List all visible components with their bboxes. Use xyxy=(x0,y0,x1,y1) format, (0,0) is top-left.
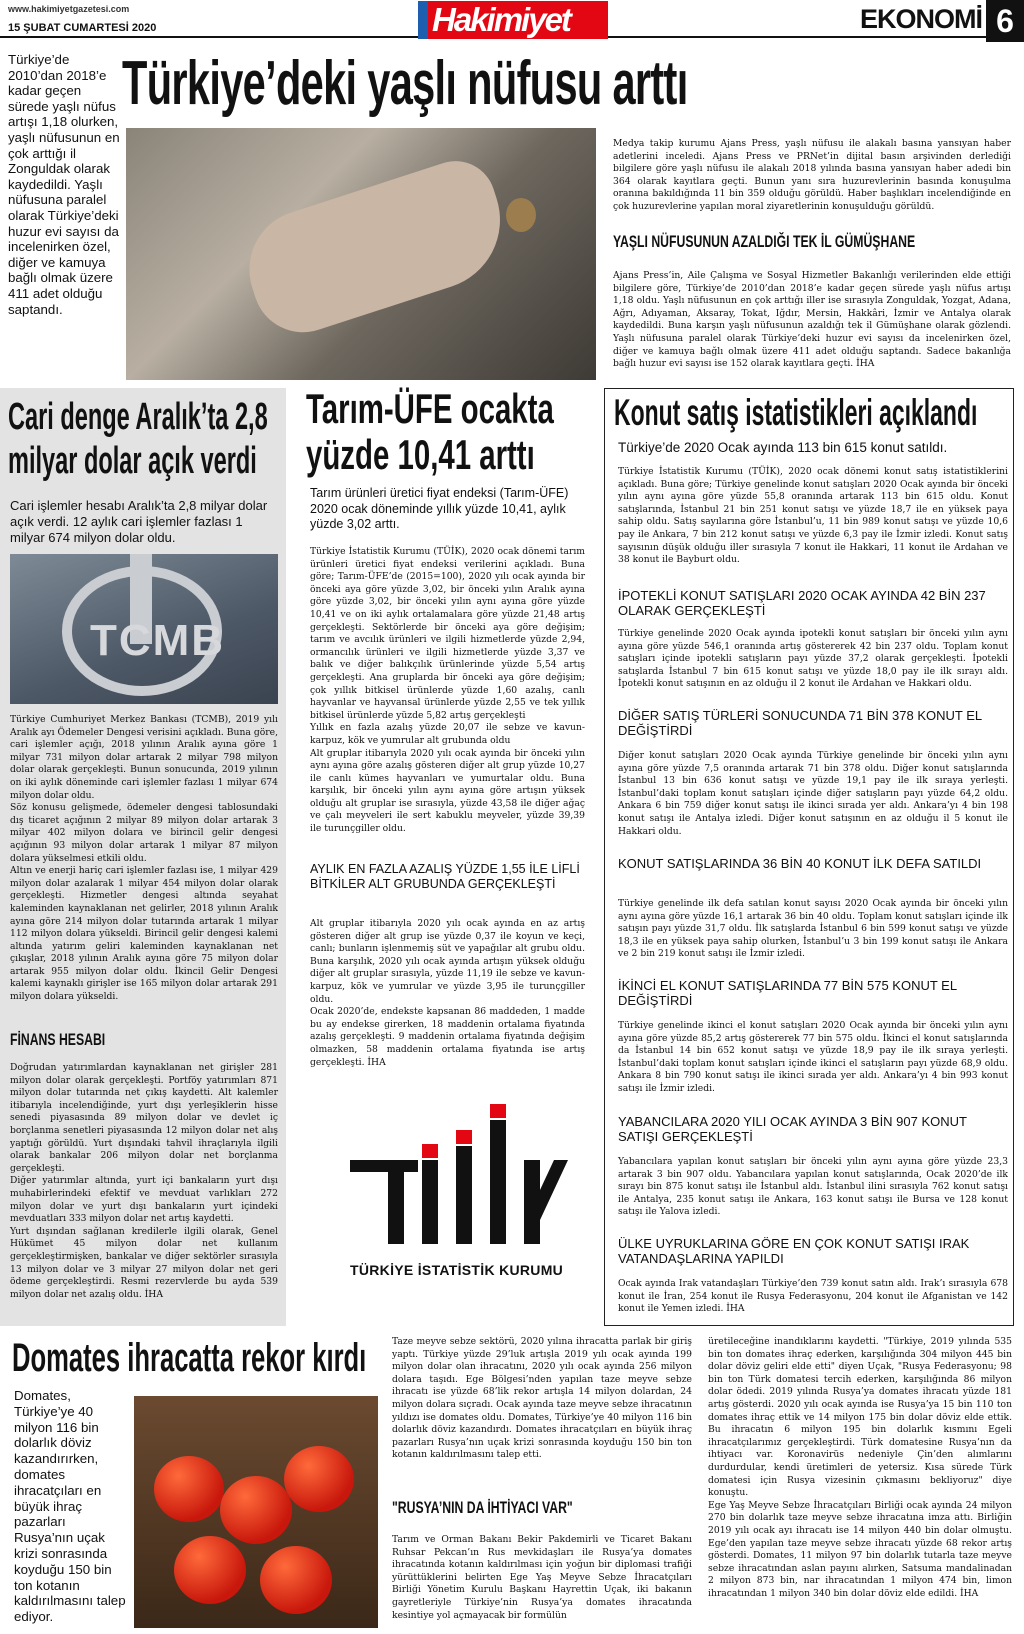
tomato3-icon xyxy=(284,1446,354,1512)
story4-p1: Türkiye İstatistik Kurumu (TÜİK), 2020 ocak dönemi konut satış istatistiklerini açıkladı. Buna göre; Türkiye genelinde konut satışları 2020 Ocak ayında bir önceki yılın aynı ayına göre yüzde 55,8 oranında artarak 113 bin 615 oldu. Konut satışlarında, İstanbul 21 bin 251 konut satışı ve yüzde 18,7 ile en yüksek paya sahip oldu. Satış sayılarına göre İstanbul’u, 11 bin 989 konut satışı ve yüzde 10,6 pay ile Ankara, 7 bin 212 konut satışı ve yüzde 6,3 pay ile İzmir izledi. Konut satış sayısının düşük olduğu iller sırasıyla 7 konut ile Hakkari, 11 konut ile Ardahan ve 38 konut ile Bayburt oldu. xyxy=(618,466,1008,566)
story2-title-line2: milyar dolar açık verdi xyxy=(8,440,257,482)
logo-bar-icon xyxy=(418,1,428,39)
tomato2-icon xyxy=(220,1476,292,1544)
story2-lead: Cari işlemler hesabı Aralık’ta 2,8 milyar dolar açık verdi. 12 aylık cari işlemler fazlası 1 milyar 674 milyon dolar oldu. xyxy=(10,498,268,545)
story4-h2: İPOTEKLİ KONUT SATIŞLARI 2020 OCAK AYINDA 42 BİN 237 OLARAK GERÇEKLEŞTİ xyxy=(618,588,986,618)
story4-p6: Yabancılara yapılan konut satışları bir önceki yılın aynı ayına göre yüzde 23,3 artarak 3 bin 907 oldu. Yabancılara yapılan konut satışlarında, Ocak 2020’de ilk sırayı bin 875 konut satışı ile İstanbul aldı. İstanbul ilini sırasıyla 762 konut satışı ile Antalya, 235 konut satışı ile Ankara, 163 konut satışı ile Bursa ve 128 konut satışı ile Yalova izledi. xyxy=(618,1156,1008,1218)
story1-body2: Ajans Press’in, Aile Çalışma ve Sosyal Hizmetler Bakanlığı verilerinden elde ettiği bilgilere göre, Türkiye’de 2010’dan 2018’e kadar geçen sürede yaşlı nüfus artışı 1,18 oldu. Yaşlı nüfusunun en çok arttığı iller ise sırasıyla Zonguldak, Yozgat, Adana, Ağrı, Adıyaman, Aksaray, Tokat, Iğdır, Mersin, Hakkâri, İzmir ve Antalya olarak kaydedildi. Buna karşın yaşlı nüfusunun azaldığı tek il Gümüşhane olarak gözlendi. Yaşlı nüfusuna paralel olarak Türkiye’deki huzur evi sayısı da incelenirken özel, diğer ve kamuya bağlı olmak üzere 411 adet olduğu saptandı. Sadece bakanlığa bağlı huzur evi sayısı ise 152 olarak kayıtlara geçti. İHA xyxy=(613,270,1011,370)
page-number: 6 xyxy=(986,0,1024,42)
tuik-bar-red3-icon xyxy=(490,1104,506,1118)
story3-title-line2: yüzde 10,41 arttı xyxy=(306,431,535,478)
tuik-bar1-icon xyxy=(350,1160,418,1172)
story4-h7: ÜLKE UYRUKLARINA GÖRE EN ÇOK KONUT SATIŞI IRAK VATANDAŞLARINA YAPILDI xyxy=(618,1236,970,1266)
tomato-photo xyxy=(134,1396,378,1628)
tomato5-icon xyxy=(260,1546,332,1614)
tomato1-icon xyxy=(154,1456,224,1522)
logo-text: Hakimiyet xyxy=(432,1,570,38)
story4-h6: YABANCILARA 2020 YILI OCAK AYINDA 3 BİN 907 KONUT SATIŞI GERÇEKLEŞTİ xyxy=(618,1114,967,1144)
story1-body1: Medya takip kurumu Ajans Press, yaşlı nüfusu ile alakalı basına yansıyan haber adetlerini inceledi. Ajans Press ve PRNet’in dijital basın arşivinden derlediği bilgilere göre yaşlı nüfusu ile alakalı 2018 yılında basına yansıyan haber adedi bin 364 olarak kayıtlara geçti. Bunun yanı sıra huzurevlerinin basında konuşulma oranına bakıldığında 11 bin 359 olduğu görüldü. Haber başlıkları incelendiğinde en çok huzurevlerine yapılan moral ziyaretlerinin konuşulduğu görüldü. xyxy=(613,138,1011,212)
story3-subhead: AYLIK EN FAZLA AZALIŞ YÜZDE 1,55 İLE LİFLİ BİTKİLER ALT GRUBUNDA GERÇEKLEŞTİ xyxy=(310,862,580,891)
story4-p5: Türkiye genelinde ikinci el konut satışları 2020 Ocak ayında bir önceki yılın aynı ayına göre yüzde 85,2 artış göstererek 77 bin 575 oldu. İkinci el konut satışlarında da İstanbul 14 bin 652 konut satışı ve yüzde 18,9 pay ile ilk sıraya yerleşti. İstanbul’daki toplam konut satışları içinde ikinci el satışların payı yüzde 68,9 oldu. Ankara 8 bin 790 konut satışı ile ikinci sırada yer aldı. Ankara’yı 4 bin 993 konut satışı ile İzmir izledi. xyxy=(618,1020,1008,1094)
tuik-bar-red1-icon xyxy=(422,1144,438,1158)
tcmb-logo-text: TCMB xyxy=(90,616,226,665)
story4-lead: Türkiye’de 2020 Ocak ayında 113 bin 615 konut satıldı. xyxy=(618,440,948,455)
story4-h3: DİĞER SATIŞ TÜRLERİ SONUCUNDA 71 BİN 378 KONUT EL DEĞİŞTİRDİ xyxy=(618,708,982,738)
story2-subhead: FİNANS HESABI xyxy=(10,1030,106,1049)
story1-title: Türkiye’deki yaşlı nüfusu arttı xyxy=(122,49,688,118)
tuik-caption: TÜRKİYE İSTATİSTİK KURUMU xyxy=(350,1262,564,1278)
story4-p7: Ocak ayında Irak vatandaşları Türkiye’den 739 konut satın aldı. Irak’ı sırasıyla 678 konut ile İran, 254 konut ile Rusya Federasyonu, 204 konut ile Afganistan ve 142 konut ile Yemen izledi. İHA xyxy=(618,1278,1008,1315)
story1-photo xyxy=(126,128,596,380)
tuik-bar3-icon xyxy=(422,1160,438,1244)
tomato4-icon xyxy=(174,1536,246,1604)
story4-h5: İKİNCİ EL KONUT SATIŞLARINDA 77 BİN 575 KONUT EL DEĞİŞTİRDİ xyxy=(618,978,957,1008)
story2-title-line1: Cari denge Aralık’ta 2,8 xyxy=(8,396,268,438)
tuik-logo xyxy=(310,1090,590,1300)
story4-p3: Diğer konut satışları 2020 Ocak ayında Türkiye genelinde bir önceki yılın aynı ayına göre yüzde 7,5 oranında artarak 71 bin 378 oldu. Diğer konut satışlarında İstanbul 13 bin 636 konut satışı ve yüzde 19,1 pay ile ilk sıraya yerleşti. İstanbul’daki toplam konut satışları içinde diğer satışların payı yüzde 64,2 oldu. Ankara 6 bin 759 diğer konut satışı ile ikinci sırada yer aldı. Ankara’yı 4 bin 198 konut satışı ile Antalya izledi. Diğer konut satışının en az olduğu il 5 konut ile Hakkari oldu. xyxy=(618,750,1008,837)
story5-lead: Domates, Türkiye’ye 40 milyon 116 bin dolarlık döviz kazandırırken, domates ihracatçıları en büyük ihraç pazarları Rusya’nın uçak krizi sonrasında koyduğu 150 bin ton kotanın kaldırılmasını talep ediyor. xyxy=(14,1388,126,1625)
site-url: www.hakimiyetgazetesi.com xyxy=(8,4,130,14)
story4-h4: KONUT SATIŞLARINDA 36 BİN 40 KONUT İLK DEFA SATILDI xyxy=(618,856,982,871)
tuik-bar4-icon xyxy=(456,1146,472,1244)
story4-p2: Türkiye genelinde 2020 Ocak ayında ipotekli konut satışları bir önceki yılın aynı ayına göre yüzde 546,1 oranında artış göstererek 42 bin 237 oldu. Toplam konut satışları içinde ipotekli satışların payı yüzde 37,2 olarak gerçekleşti. İpotekli satışlarda İstanbul 7 bin 615 konut satışı ve yüzde 18,0 pay ile ilk sırayı aldı. İpotekli konut satışının en az olduğu il 2 konut ile Ardahan ve Hakkari oldu. xyxy=(618,628,1008,690)
story3-lead: Tarım ürünleri üretici fiyat endeksi (Tarım-ÜFE) 2020 ocak döneminde yıllık yüzde 10,41, aylık yüzde 3,02 arttı. xyxy=(310,486,569,531)
tcmb-photo xyxy=(10,554,278,704)
story5-col2: üretileceğine inandıklarını kaydetti. "Türkiye, 2019 yılında 535 bin ton domates ihraç ederken, karşılığında 304 milyon 445 bin dolar döviz geliri elde etti" diyen Uçak, "Rusya Federasyonu; 98 bin ton Türk domatesi tercih ederken, karşılığında 86 milyon dolar ödedi. 2019 yılında Rusya’ya domates ihracatı yüzde 181 artış gösterdi. 2020 yılı ocak ayında ise Rusya’ya 15 bin 110 ton domates ihraç ettik ve 14 milyon 175 bin dolar döviz elde ettik. Bu ihracatın 6 milyon 195 bin dolarlık kısmını Egeli ihracatçılarımız gerçekleştirdi. Türk domatesine Rusya’nın da ihtiyacı var. Koronavirüs nedeniyle Çin’den alımlarını durdurdular, kendi üretimleri de yetersiz. Kısa sürede Türk domatesi için Rusya vizesinin çıkmasını bekliyoruz" diye konuştu. Ege Yaş Meyve Sebze İhracatçıları Birliği ocak ayında 24 milyon 270 bin dolarlık taze meyve sebze ihracatına imza attı. Birliğin 2019 yılı ocak ayı ihracatı ise 14 milyon 440 bin dolar olmuştu. Ege’den yapılan taze meyve sebze ihracatı yüzde 68 rekor artış gösterdi. Domates, 11 milyon 97 bin dolarlık tutarla taze meyve sebze ihracatından aslan payını alırken, Satsuma mandalinadan 2 milyon 873 bin, nar ihracatından 1 milyon 474 bin, limon ihracatından 1 milyon 340 bin dolar döviz elde edildi. İHA xyxy=(708,1336,1012,1599)
story1-subhead: YAŞLI NÜFUSUNUN AZALDIĞI TEK İL GÜMÜŞHANE xyxy=(613,232,916,251)
tuik-bar5-icon xyxy=(490,1120,506,1244)
story5-col1: Taze meyve sebze sektörü, 2020 yılına ihracatta parlak bir giriş yaptı. Türkiye yüzde 29’luk artışla 2019 yılı ocak ayında 199 milyon dolar olan ihracatını, 2020 yılı ocak ayında 256 milyon dolara taşıdı. Ege Bölgesi’nden yapılan taze meyve sebze ihracatı ise yüzde 68’lik rekor artışla 14 milyon dolardan, 24 milyon dolara sıçradı. Ocak ayında taze meyve sebze ihracatının yıldızı ise domates oldu. Domates, Türkiye’ye 40 milyon 116 bin dolarlık döviz kazandırdı. Domates ihracatçıları en büyük ihraç pazarları Rusya’nın uçak krizi sonrasında koyduğu 150 bin ton kotanın kaldırılmasını talep etti. xyxy=(392,1336,692,1461)
story2-body1: Türkiye Cumhuriyet Merkez Bankası (TCMB), 2019 yılı Aralık ayı Ödemeler Dengesi verisini açıkladı. Buna göre, cari işlemler açığı, 2018 yılının Aralık ayına göre 1 milyar 731 milyon dolar artarak 2 milyar 798 milyon dolar olarak gerçekleşti. Bunun sonucunda, 2019 yılının on iki aylık döneminde cari işlemler fazlası 1 milyar 674 milyon dolar oldu. Söz konusu gelişmede, ödemeler dengesi tablosundaki dış ticaret açığının 2 milyar 89 milyon dolar artarak 3 milyar 402 milyon dolara ve birincil gelir dengesi açığının 93 milyon dolar artarak 1 milyar 87 milyon dolara yükselmesi etkili oldu. Altın ve enerji hariç cari işlemler fazlası ise, 1 milyar 429 milyon dolar azalarak 1 milyar 454 milyon dolar olarak gerçekleşti. Hizmetler dengesi altında seyahat kaleminden kaynaklanan net gelirler, 2018 yılının Aralık ayına göre 214 milyon dolar tutarında artarak 1 milyar 112 milyon dolara yükseldi. Birincil gelir dengesi kalemi altında yatırım geliri kaleminden kaynaklanan net çıkışlar, 2018 yılının Aralık ayına göre 75 milyon dolar artarak 955 milyon dolar oldu. İkincil Gelir Dengesi kalemi kaynaklı girişler ise 165 milyon dolar artarak 291 milyon dolara yükseldi. xyxy=(10,714,278,1003)
story5-title: Domates ihracatta rekor kırdı xyxy=(12,1336,367,1380)
section-name: EKONOMİ xyxy=(860,4,983,34)
story5-col1b: Tarım ve Orman Bakanı Bekir Pakdemirli ve Ticaret Bakanı Ruhsar Pekcan’ın Rus mevkidaşları ile Rusya’ya domates ihracatında kotanın kaldırılması için yoğun bir diplomasi trafiği yürüttüklerini belirten Ege Yaş Meyve Sebze İhracatçıları Birliği Yönetim Kurulu Başkanı Hayrettin Uçak, iki bakanın gayretleriyle Türkiye’nin Rusya’ya domates ihracatında kesintiye yol açmayacak bir formülün xyxy=(392,1534,692,1621)
story3-title-line1: Tarım-ÜFE ocakta xyxy=(306,385,554,432)
tuik-logo-text xyxy=(310,1090,312,1091)
story1-lead: Türkiye’de 2010’dan 2018’e kadar geçen sürede yaşlı nüfus artışı 1,18 olurken, yaşlı nüfusunun en çok arttığı il Zonguldak olarak kaydedildi. Yaşlı nüfusuna paralel olarak Türkiye’deki huzur evi sayısı da incelenirken özel, diğer ve kamuya bağlı olmak üzere 411 adet olduğu saptandı. xyxy=(8,52,120,317)
tuik-bar-red2-icon xyxy=(456,1130,472,1144)
hands-icon xyxy=(234,151,518,345)
story4-p4: Türkiye genelinde ilk defa satılan konut sayısı 2020 Ocak ayında bir önceki yılın aynı ayına göre yüzde 16,1 artarak 36 bin 40 oldu. Toplam konut satışları içinde ilk satışın payı yüzde 31,7 oldu. İlk satışlarda İstanbul 6 bin 599 konut satışı ve yüzde 18,3 ile en yüksek paya sahip olurken, İstanbul’u 3 bin 199 konut satışı ile Ankara ve 2 bin 219 konut satışı ile İzmir izledi. xyxy=(618,898,1008,960)
story5-subhead: "RUSYA’NIN DA İHTİYACI VAR" xyxy=(392,1498,573,1517)
story2-body2: Doğrudan yatırımlardan kaynaklanan net girişler 281 milyon dolar olarak gerçekleşti. Portföy yatırımları 871 milyon dolar tutarında net çıkış kaydetti. Alt kalemler itibarıyla incelendiğinde, yurt dışı yerleşiklerin hisse senedi piyasasında 89 milyon dolar ve devlet iç borçlanma senetleri piyasasında 12 milyon dolar net alış yaptığı görüldü. Yurt dışındaki tahvil ihraçlarıyla ilgili olarak bankalar 206 milyon dolar net borçlanma gerçekleşti. Diğer yatırımlar altında, yurt içi bankaların yurt dışı muhabirlerindeki efektif ve mevduat varlıkları 272 milyon dolar ve yurt dışı bankaların yurt içindeki mevduatları 333 milyon dolar net artış kaydetti. Yurt dışından sağlanan kredilerle ilgili olarak, Genel Hükümet 45 milyon dolar net kullanım gerçekleştirmişken, bankalar ve diğer sektörler sırasıyla 13 milyon dolar ve 3 milyar 27 milyon dolar net geri ödeme gerçekleştirdi. Resmi rezervlerde bu ayda 539 milyon dolar net azalış oldu. İHA xyxy=(10,1062,278,1300)
watch-icon xyxy=(506,198,536,232)
story3-body2: Alt gruplar itibarıyla 2020 yılı ocak ayında en az artış gösteren diğer alt grup ise yüzde 0,37 ile koyun ve keçi, canlı; bunların işlenmemiş süt ve yapağılar alt grubu oldu. Buna karşılık, 2020 yılı ocak ayında artışın yüksek olduğu diğer alt gruplar sırasıyla, yüzde 11,19 ile sebze ve kavun-karpuz, kök ve yumrular ve yüzde 3,95 ile turunçgiller oldu. Ocak 2020’de, endekste kapsanan 86 maddeden, 1 madde bu ay endekse girerken, 18 maddenin ortalama fiyatında azalış gerçekleşti. 9 maddenin ortalama fiyatında değişim olmazken, 58 maddenin ortalama fiyatında ise artış gerçekleşti. İHA xyxy=(310,918,585,1068)
tuik-bar2-icon xyxy=(388,1160,404,1244)
story4-title: Konut satış istatistikleri açıklandı xyxy=(614,392,978,433)
issue-date: 15 ŞUBAT CUMARTESİ 2020 xyxy=(8,22,157,34)
story3-body1: Türkiye İstatistik Kurumu (TÜİK), 2020 ocak dönemi tarım ürünleri üretici fiyat endeksi verilerini açıkladı. Buna göre; Tarım-ÜFE’de (2015=100), 2020 yılı ocak ayında bir önceki aya göre yüzde 3,02, bir önceki yılın Aralık ayına göre yüzde 3,02, bir önceki yılın aynı ayına göre yüzde 10,41 ve on iki aylık ortalamalara göre yüzde 21,48 artış gerçekleşti. Sektörlerde bir önceki aya göre değişim; tarım ve avcılık ürünleri ve ilgili hizmetlerde yüzde 2,94, ormancılık ürünleri ve ilgili hizmetlerde yüzde 3,37 ve balık ve diğer balıkçılık ürünlerinde yüzde 5,54 artış gerçekleşti. Ana gruplarda bir önceki aya göre değişim; çok yıllık bitkisel ürünlerde yüzde 1,60 azalış, canlı hayvanlar ve hayvansal ürünlerde yüzde 2,55 ve tek yıllık bitkisel ürünlerde yüzde 5,82 artış gerçekleşti Yıllık en fazla azalış yüzde 20,07 ile sebze ve kavun-karpuz, kök ve yumrular alt grubunda oldu Alt gruplar itibarıyla 2020 yılı ocak ayında bir önceki yılın aynı ayına göre azalış gösteren diğer alt grup yüzde 10,27 ile canlı kümes hayvanları ve yumurtalar oldu. Buna karşılık, bir önceki yılın aynı ayına göre artışın yüksek olduğu alt gruplar ise sırasıyla, yüzde 43,58 ile diğer ağaç ve çalı meyveleri ile sert kabuklu meyveler, yüzde 39,39 ile turunçgiller oldu. xyxy=(310,546,585,835)
